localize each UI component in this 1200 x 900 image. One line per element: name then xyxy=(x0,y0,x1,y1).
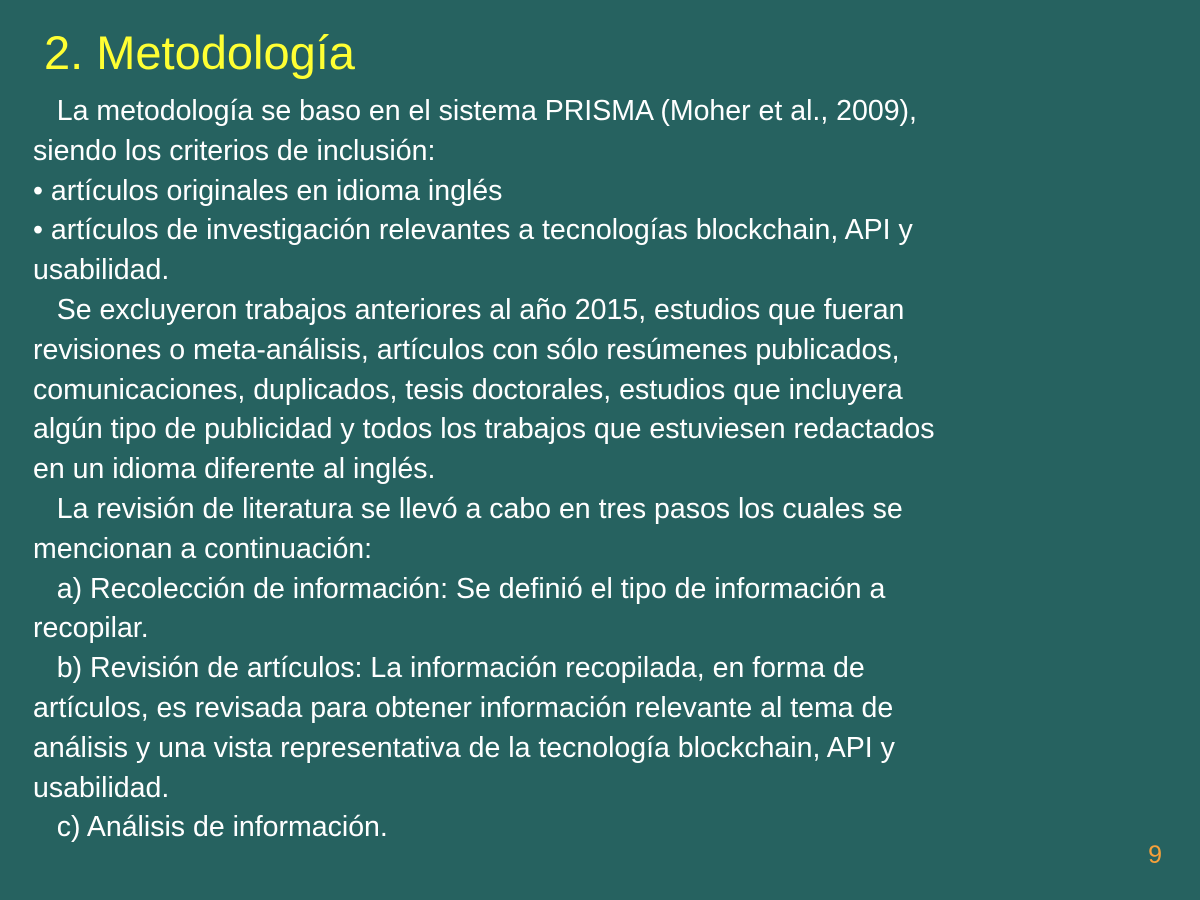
body-line: La revisión de literatura se llevó a cabo en tres pasos los cuales se xyxy=(33,492,903,525)
body-line: usabilidad. xyxy=(33,771,170,804)
body-line: revisiones o meta-análisis, artículos con sólo resúmenes publicados, xyxy=(33,333,900,366)
body-line: usabilidad. xyxy=(33,254,170,287)
slide-title: 2. Metodología xyxy=(44,26,355,79)
bullet-item: • artículos de investigación relevantes a tecnologías blockchain, API y xyxy=(33,214,913,247)
step-c: c) Análisis de información. xyxy=(33,811,388,844)
body-line: comunicaciones, duplicados, tesis doctorales, estudios que incluyera xyxy=(33,373,903,406)
bullet-item: • artículos originales en idioma inglés xyxy=(33,174,503,207)
body-line: La metodología se baso en el sistema PRISMA (Moher et al., 2009), xyxy=(33,95,917,127)
step-a: a) Recolección de información: Se definió el tipo de información a xyxy=(33,572,886,605)
slide-body xyxy=(33,92,1143,848)
body-line: artículos, es revisada para obtener información relevante al tema de xyxy=(33,691,894,724)
body-line: mencionan a continuación: xyxy=(33,532,373,565)
body-line: algún tipo de publicidad y todos los trabajos que estuviesen redactados xyxy=(33,413,935,446)
page-number: 9 xyxy=(1148,841,1162,869)
body-line: Se excluyeron trabajos anteriores al año 2015, estudios que fueran xyxy=(33,293,905,326)
step-b: b) Revisión de artículos: La información recopilada, en forma de xyxy=(33,652,865,685)
body-line: análisis y una vista representativa de la tecnología blockchain, API y xyxy=(33,731,895,764)
body-line: recopilar. xyxy=(33,612,149,645)
body-line: en un idioma diferente al inglés. xyxy=(33,453,436,486)
body-line: siendo los criterios de inclusión: xyxy=(33,134,436,167)
